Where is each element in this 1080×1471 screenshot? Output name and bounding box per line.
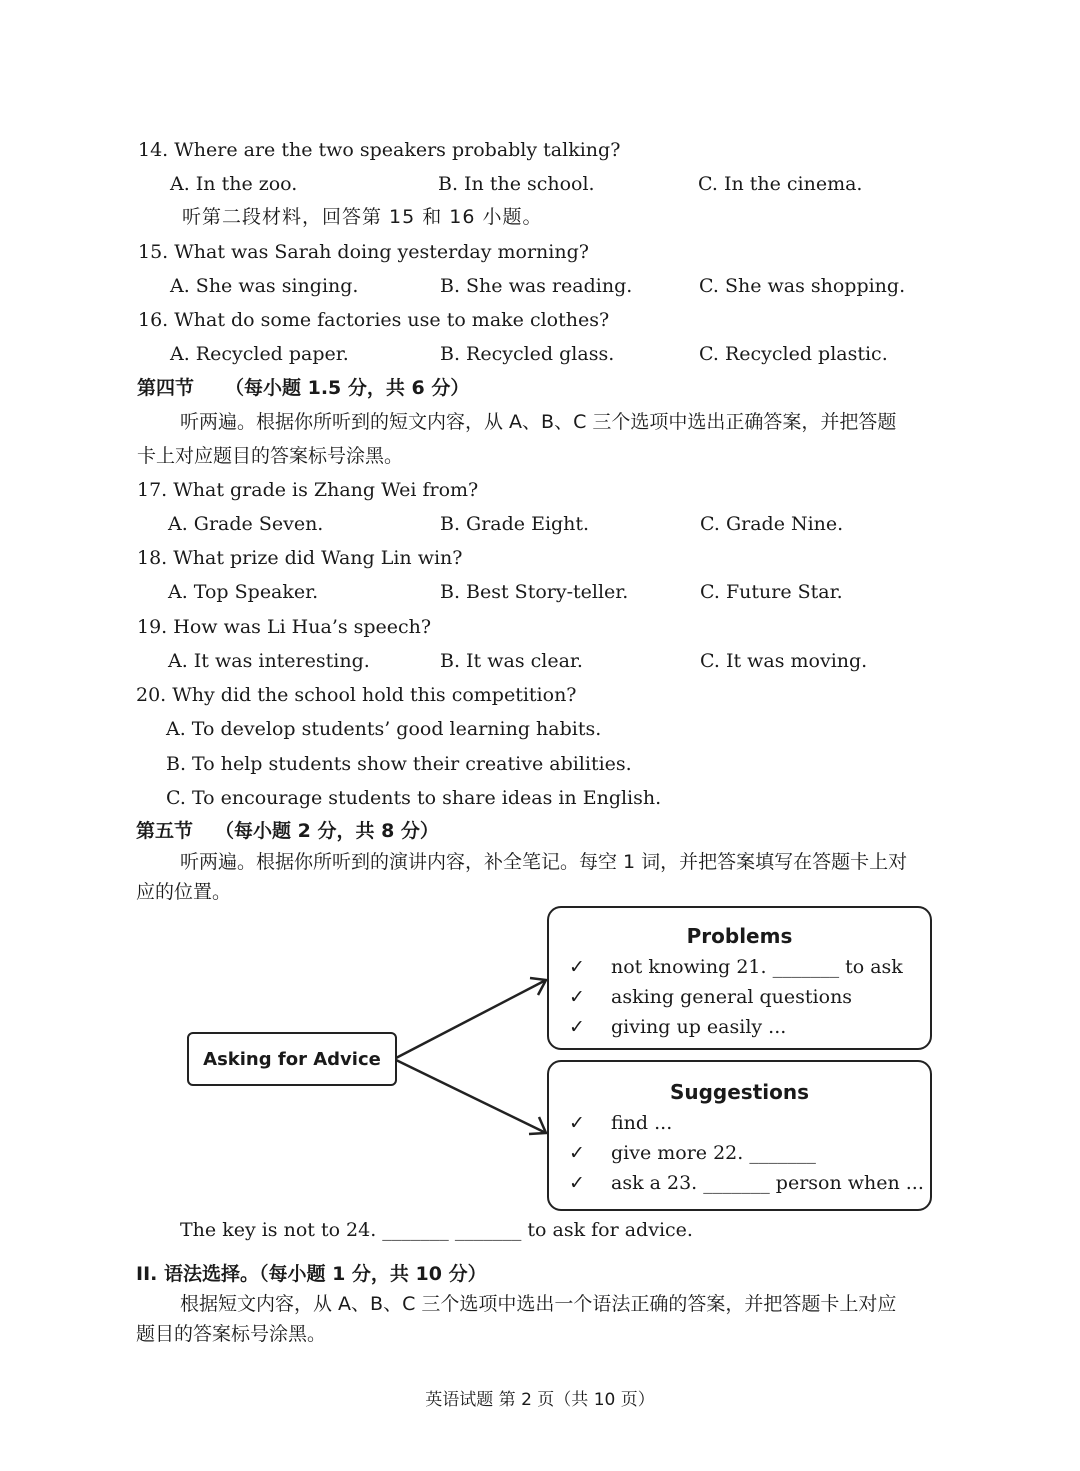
check-icon: ✓ <box>569 1112 585 1134</box>
problem-item-3: ✓ giving up easily ... <box>569 1016 787 1038</box>
section-4-instruction-2: 卡上对应题目的答案标号涂黑。 <box>137 445 404 467</box>
section-grammar-title: II. 语法选择。（每小题 1 分，共 10 分） <box>136 1263 487 1285</box>
q14-option-b: B. In the school. <box>438 173 595 195</box>
section-5-score: （每小题 2 分，共 8 分） <box>215 820 439 842</box>
check-icon: ✓ <box>569 1172 585 1194</box>
question-15: 15. What was Sarah doing yesterday morning? <box>138 241 589 263</box>
suggestions-title: Suggestions <box>669 1080 810 1104</box>
suggestion-item-1: ✓ find ... <box>569 1112 673 1134</box>
question-20: 20. Why did the school hold this competition? <box>136 684 577 706</box>
q18-option-a: A. Top Speaker. <box>168 581 319 603</box>
section-grammar-instruction-2: 题目的答案标号涂黑。 <box>136 1323 327 1345</box>
check-icon: ✓ <box>569 1016 585 1038</box>
problems-box <box>547 906 932 1050</box>
section-4-instruction-1: 听两遍。根据你所听到的短文内容，从 A、B、C 三个选项中选出正确答案，并把答题 <box>180 411 897 433</box>
asking-for-advice-label: Asking for Advice <box>203 1048 381 1070</box>
problem-item-1: ✓ not knowing 21. _______ to ask <box>569 956 903 978</box>
question-19: 19. How was Li Hua’s speech? <box>137 616 432 638</box>
section-4-title: 第四节 <box>137 377 195 399</box>
section-5-instruction-2: 应的位置。 <box>136 881 232 903</box>
q20-option-b: B. To help students show their creative abilities. <box>166 753 632 775</box>
suggestion-item-2: ✓ give more 22. _______ <box>569 1142 816 1164</box>
q20-option-a: A. To develop students’ good learning habits. <box>166 718 602 740</box>
question-17: 17. What grade is Zhang Wei from? <box>137 479 479 501</box>
suggestions-box <box>547 1060 932 1211</box>
q19-option-c: C. It was moving. <box>700 650 868 672</box>
question-18: 18. What prize did Wang Lin win? <box>137 547 463 569</box>
q16-option-c: C. Recycled plastic. <box>699 343 888 365</box>
q18-option-c: C. Future Star. <box>700 581 843 603</box>
q17-option-b: B. Grade Eight. <box>440 513 590 535</box>
section-grammar-instruction-1: 根据短文内容，从 A、B、C 三个选项中选出一个语法正确的答案，并把答题卡上对应 <box>180 1293 897 1315</box>
q16-option-a: A. Recycled paper. <box>170 343 349 365</box>
question-14: 14. Where are the two speakers probably talking? <box>138 139 621 161</box>
check-icon: ✓ <box>569 986 585 1008</box>
key-sentence: The key is not to 24. _______ _______ to ask for advice. <box>180 1219 693 1241</box>
q15-option-c: C. She was shopping. <box>699 275 906 297</box>
q19-option-a: A. It was interesting. <box>168 650 370 672</box>
q18-option-b: B. Best Story-teller. <box>440 581 629 603</box>
q14-option-c: C. In the cinema. <box>698 173 863 195</box>
section-4-score: （每小题 1.5 分，共 6 分） <box>225 377 470 399</box>
q19-option-b: B. It was clear. <box>440 650 583 672</box>
q15-option-b: B. She was reading. <box>440 275 633 297</box>
check-icon: ✓ <box>569 956 585 978</box>
check-icon: ✓ <box>569 1142 585 1164</box>
q16-option-b: B. Recycled glass. <box>440 343 615 365</box>
question-16: 16. What do some factories use to make clothes? <box>138 309 610 331</box>
section-5-title: 第五节 <box>136 820 194 842</box>
q20-option-c: C. To encourage students to share ideas in English. <box>166 787 662 809</box>
instruction-part2: 听第二段材料，回答第 15 和 16 小题。 <box>182 206 543 228</box>
arrow-to-problems <box>396 980 546 1058</box>
arrow-to-suggestions <box>396 1060 546 1133</box>
q17-option-c: C. Grade Nine. <box>700 513 844 535</box>
section-5-instruction-1: 听两遍。根据你所听到的演讲内容，补全笔记。每空 1 词，并把答案填写在答题卡上对 <box>180 851 908 873</box>
problems-title: Problems <box>686 924 793 948</box>
q15-option-a: A. She was singing. <box>170 275 359 297</box>
asking-for-advice-box <box>187 1032 397 1086</box>
q14-option-a: A. In the zoo. <box>170 173 298 195</box>
q17-option-a: A. Grade Seven. <box>168 513 324 535</box>
page-footer: 英语试题 第 2 页（共 10 页） <box>425 1390 655 1410</box>
problem-item-2: ✓ asking general questions <box>569 986 853 1008</box>
suggestion-item-3: ✓ ask a 23. _______ person when ... <box>569 1172 924 1194</box>
